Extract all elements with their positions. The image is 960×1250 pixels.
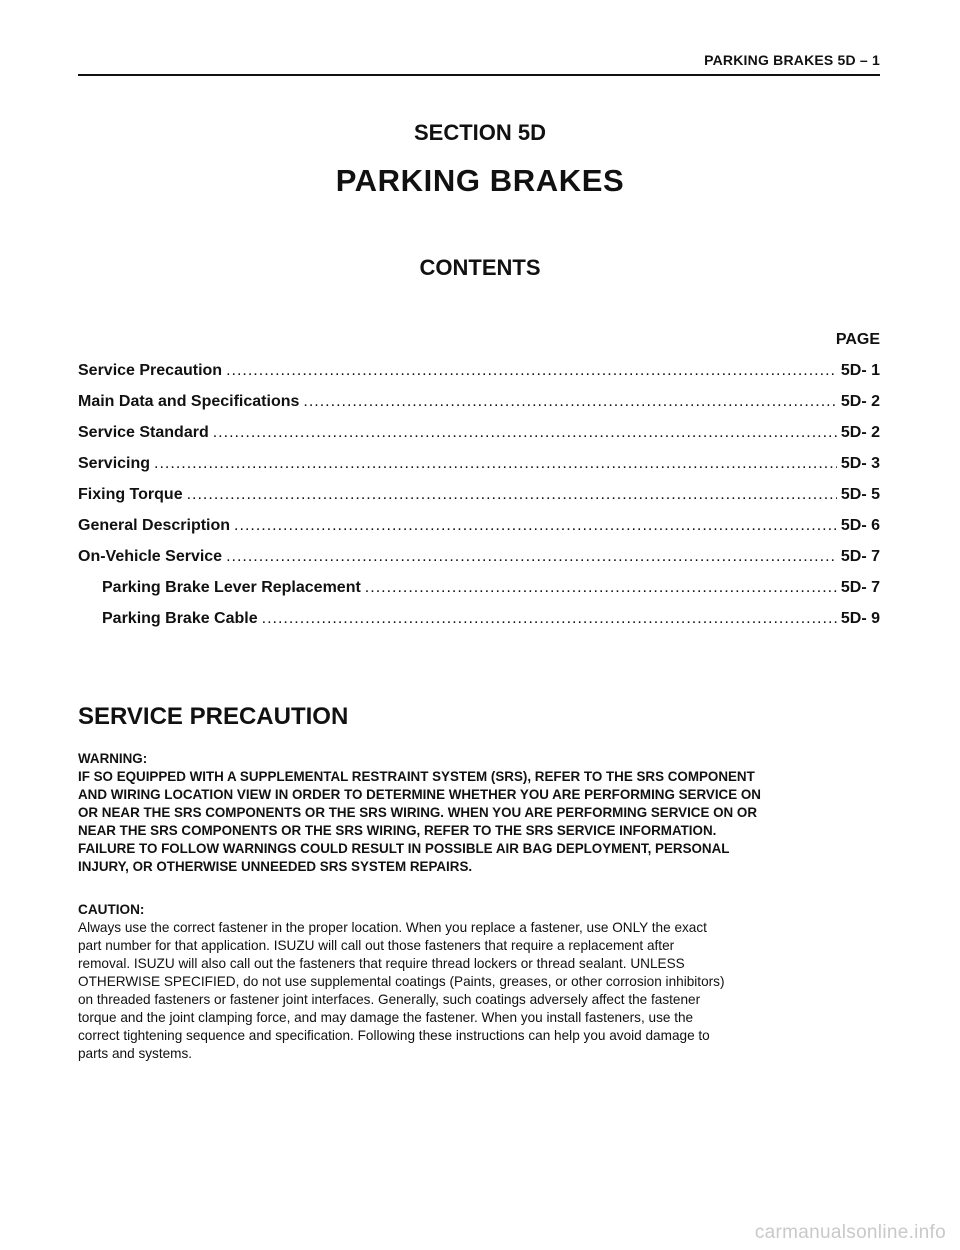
toc-entry-brake-cable[interactable] (78, 610, 880, 641)
caution-block (78, 901, 890, 1063)
caution-line: correct tightening sequence and specification. Following these instructions can help you avoid damage to (78, 1028, 710, 1043)
toc-entry-page: 5D- 7 (840, 548, 880, 565)
section-label: SECTION 5D (413, 120, 547, 145)
toc-entry-on-vehicle-service[interactable] (78, 548, 880, 579)
toc-entry-page: 5D- 6 (840, 517, 880, 534)
warning-line: INJURY, OR OTHERWISE UNNEEDED SRS SYSTEM REPAIRS. (78, 859, 473, 874)
caution-line: on threaded fasteners or fastener joint interfaces. Generally, such coatings adversely affect the fastener (78, 992, 701, 1007)
header-rule (78, 74, 880, 76)
running-header: PARKING BRAKES 5D – 1 (704, 52, 880, 68)
warning-line: OR NEAR THE SRS COMPONENTS OR THE SRS WIRING. WHEN YOU ARE PERFORMING SERVICE ON OR (78, 805, 758, 820)
toc-entry-label: Parking Brake Cable (102, 610, 258, 627)
toc-leader-dots (187, 486, 837, 504)
toc-leader-dots (213, 424, 837, 442)
caution-line: OTHERWISE SPECIFIED, do not use supplemental coatings (Paints, greases, or other corrosion inhibitors) (78, 974, 725, 989)
warning-line: AND WIRING LOCATION VIEW IN ORDER TO DETERMINE WHETHER YOU ARE PERFORMING SERVICE ON (78, 787, 761, 802)
warning-line: IF SO EQUIPPED WITH A SUPPLEMENTAL RESTRAINT SYSTEM (SRS), REFER TO THE SRS COMPONENT (78, 769, 755, 784)
toc-entry-fixing-torque[interactable] (78, 486, 880, 517)
table-of-contents (78, 362, 880, 641)
toc-entry-page: 5D- 2 (840, 424, 880, 441)
toc-entry-label: Servicing (78, 455, 151, 472)
toc-entry-service-precaution[interactable] (78, 362, 880, 393)
toc-leader-dots (365, 579, 837, 597)
toc-entry-page: 5D- 7 (840, 579, 880, 596)
warning-block (78, 750, 882, 876)
toc-entry-servicing[interactable] (78, 455, 880, 486)
toc-entry-label: On-Vehicle Service (78, 548, 223, 565)
contents-title: CONTENTS (419, 255, 541, 280)
toc-entry-label: Parking Brake Lever Replacement (102, 579, 361, 596)
toc-entry-label: Fixing Torque (78, 486, 183, 503)
caution-line: parts and systems. (78, 1046, 193, 1061)
toc-entry-label: Service Standard (78, 424, 209, 441)
caution-line: torque and the joint clamping force, and may damage the fastener. When you install fasteners, use the (78, 1010, 694, 1025)
page-column-label: PAGE (835, 331, 880, 348)
toc-entry-page: 5D- 2 (840, 393, 880, 410)
caution-line: Always use the correct fastener in the proper location. When you replace a fastener, use ONLY the exact (78, 920, 707, 935)
toc-entry-lever-replacement[interactable] (78, 579, 880, 610)
caution-line: part number for that application. ISUZU will call out those fasteners that require a replacement after (78, 938, 675, 953)
caution-line: removal. ISUZU will also call out the fasteners that require thread lockers or thread sealant. UNLESS (78, 956, 685, 971)
service-precaution-heading: SERVICE PRECAUTION (78, 703, 349, 730)
toc-leader-dots (154, 455, 837, 473)
toc-entry-main-data[interactable] (78, 393, 880, 424)
toc-entry-label: Main Data and Specifications (78, 393, 300, 410)
toc-entry-general-description[interactable] (78, 517, 880, 548)
toc-leader-dots (226, 362, 837, 380)
toc-entry-page: 5D- 9 (840, 610, 880, 627)
toc-entry-page: 5D- 1 (840, 362, 880, 379)
toc-entry-page: 5D- 3 (840, 455, 880, 472)
toc-leader-dots (303, 393, 836, 411)
warning-line: NEAR THE SRS COMPONENTS OR THE SRS WIRING, REFER TO THE SRS SERVICE INFORMATION. (78, 823, 717, 838)
caution-label: CAUTION: (78, 902, 145, 917)
section-title: PARKING BRAKES (335, 163, 625, 198)
toc-entry-label: Service Precaution (78, 362, 223, 379)
toc-leader-dots (262, 610, 837, 628)
toc-leader-dots (234, 517, 837, 535)
toc-entry-page: 5D- 5 (840, 486, 880, 503)
watermark: carmanualsonline.info (754, 1222, 946, 1243)
warning-line: FAILURE TO FOLLOW WARNINGS COULD RESULT IN POSSIBLE AIR BAG DEPLOYMENT, PERSONAL (78, 841, 730, 856)
toc-entry-service-standard[interactable] (78, 424, 880, 455)
toc-leader-dots (226, 548, 837, 566)
toc-entry-label: General Description (78, 517, 231, 534)
warning-label: WARNING: (78, 751, 148, 766)
